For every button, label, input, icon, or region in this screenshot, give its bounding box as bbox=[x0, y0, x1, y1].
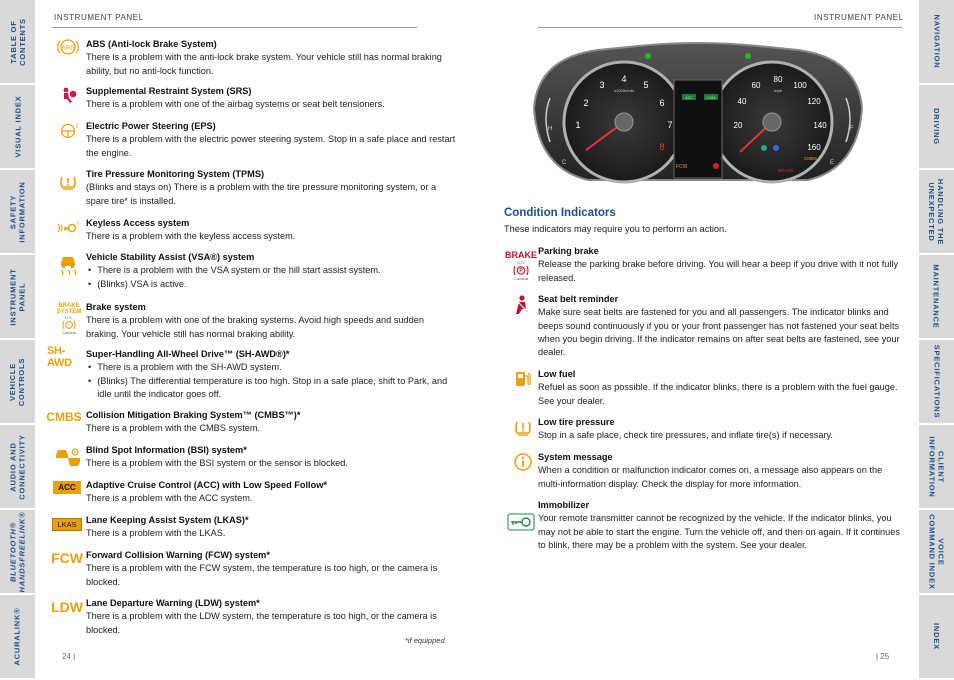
item-text: There is a problem with the CMBS system. bbox=[86, 423, 261, 434]
item-ldw bbox=[86, 597, 456, 637]
item-title: Seat belt reminder bbox=[538, 294, 619, 304]
item-text: There is a problem with the anti-lock brake system. Your vehicle still has normal braking ability, but no anti-lock function. bbox=[86, 52, 442, 76]
cmbs-icon: CMBS bbox=[46, 410, 82, 424]
tab-label: INSTRUMENT PANEL bbox=[8, 267, 27, 326]
item-text: Stop in a safe place, check tire pressures, and inflate tire(s) if necessary. bbox=[538, 430, 833, 441]
tab-safety-information[interactable] bbox=[0, 170, 35, 255]
cluster-fcw-label: FCW bbox=[676, 164, 688, 170]
item-immobilizer bbox=[538, 499, 904, 552]
item-text: Make sure seat belts are fastened for you and all passengers. The indicator blinks and beeps sound continuously if you or your front passenger has not fastened your seat belts when you begin driving. If the indicator remains on after seat belts are fastened, see your dealer. bbox=[538, 307, 900, 358]
cluster-brake-label: BRAKE bbox=[778, 168, 794, 173]
item-title: Lane Keeping Assist System (LKAS)* bbox=[86, 515, 249, 525]
item-brake-system bbox=[86, 301, 456, 341]
page-number-left: 24 | bbox=[62, 652, 76, 661]
item-fcw bbox=[86, 549, 456, 589]
parking-brake-us-label: U.S. bbox=[517, 259, 525, 265]
item-title: Vehicle Stability Assist (VSA®) system bbox=[86, 252, 255, 262]
tach-num: 8 bbox=[659, 142, 665, 152]
parking-brake-icon bbox=[506, 245, 536, 285]
tab-navigation[interactable] bbox=[919, 0, 954, 85]
brake-system-text: BRAKE SYSTEM bbox=[56, 303, 82, 315]
acc-icon: ACC bbox=[53, 481, 81, 494]
item-low-fuel bbox=[538, 368, 904, 408]
item-title: Collision Mitigation Braking System™ (CMBS™)* bbox=[86, 410, 301, 420]
item-low-tire-pressure bbox=[538, 416, 904, 443]
item-text: There is a problem with the LKAS. bbox=[86, 528, 226, 539]
cluster-cmbs-label: CMBS bbox=[804, 156, 818, 161]
ldw-icon: LDW bbox=[51, 599, 83, 615]
speed-num: 160 bbox=[807, 143, 821, 152]
footnote: *if equipped bbox=[405, 636, 445, 645]
item-acc bbox=[86, 479, 456, 506]
tab-label: AUDIO AND CONNECTIVITY bbox=[8, 433, 27, 500]
tpms-tire-icon bbox=[57, 172, 79, 192]
right-nav-tabs bbox=[919, 0, 954, 680]
srs-airbag-icon bbox=[57, 86, 79, 106]
item-text: There is a problem with the electric power steering system. Stop in a safe place and restart the engine. bbox=[86, 134, 456, 158]
item-text: Release the parking brake before driving. You will hear a beep if you drive with it not fully released. bbox=[538, 259, 899, 283]
item-title: System message bbox=[538, 452, 613, 462]
cluster-red-lamp bbox=[713, 163, 719, 169]
item-title: Blind Spot Information (BSI) system* bbox=[86, 445, 247, 455]
item-text: There is a problem with the keyless access system. bbox=[86, 231, 296, 242]
abs-icon bbox=[56, 38, 80, 56]
item-title: Lane Departure Warning (LDW) system* bbox=[86, 598, 260, 608]
tab-label: TABLE OF CONTENTS bbox=[8, 17, 27, 66]
bullet-item: • There is a problem with the SH-AWD system. bbox=[86, 361, 456, 374]
abs-icon-text: ABS bbox=[61, 44, 75, 52]
seat-belt-icon bbox=[510, 294, 532, 316]
instrument-cluster-illustration bbox=[528, 38, 868, 190]
eps-steering-icon bbox=[57, 122, 79, 140]
item-eps bbox=[86, 120, 456, 160]
item-text: Your remote transmitter cannot be recognized by the vehicle. If the indicator blinks, you may not be able to start the engine. Turn the vehicle off, and then on again. If it continues to blink, there may be a problem with the system. See your dealer. bbox=[538, 513, 900, 550]
svg-text:!: ! bbox=[76, 124, 78, 130]
tab-maintenance[interactable] bbox=[919, 255, 954, 340]
tach-num: 2 bbox=[583, 98, 589, 108]
speed-num: 100 bbox=[793, 81, 807, 90]
svg-text:!: ! bbox=[68, 322, 70, 328]
item-text: (Blinks and stays on) There is a problem with the tire pressure monitoring system, or a spare tire* is installed. bbox=[86, 182, 437, 206]
brake-system-icon bbox=[54, 302, 84, 336]
tab-label: DRIVING bbox=[932, 108, 942, 145]
item-keyless-access bbox=[86, 217, 456, 244]
tab-acuralink[interactable] bbox=[0, 595, 35, 680]
svg-text:!: ! bbox=[77, 222, 79, 228]
svg-text:!: ! bbox=[74, 450, 76, 455]
item-title: Brake system bbox=[86, 302, 146, 312]
tab-label: SAFETY INFORMATION bbox=[8, 180, 27, 243]
keyless-access-icon bbox=[56, 219, 80, 237]
temp-c: C bbox=[562, 160, 567, 166]
item-title: Tire Pressure Monitoring System (TPMS) bbox=[86, 169, 265, 179]
fuel-f: F bbox=[850, 126, 854, 132]
bullet-item: • (Blinks) VSA is active. bbox=[86, 278, 456, 291]
item-title: Keyless Access system bbox=[86, 218, 190, 228]
bullet-text: (Blinks) The differential temperature is too high. Stop in a safe place, shift to Park, and idle until the indicator goes off. bbox=[97, 375, 448, 399]
tab-table-of-contents[interactable] bbox=[0, 0, 35, 85]
header-left: INSTRUMENT PANEL bbox=[54, 13, 144, 22]
item-text: There is a problem with one of the airbag systems or seat belt tensioners. bbox=[86, 99, 385, 110]
speed-num: 140 bbox=[813, 121, 827, 130]
bullet-text: (Blinks) VSA is active. bbox=[97, 278, 187, 289]
item-title: Low tire pressure bbox=[538, 417, 615, 427]
tach-num: 5 bbox=[643, 80, 649, 90]
item-text: There is a problem with the ACC system. bbox=[86, 493, 253, 504]
temp-h: H bbox=[548, 126, 553, 132]
item-text: There is a problem with the BSI system or the sensor is blocked. bbox=[86, 458, 348, 469]
speed-num: 80 bbox=[773, 75, 783, 84]
item-vsa bbox=[86, 251, 456, 291]
cluster-blue-lamp bbox=[773, 145, 779, 151]
tab-specifications[interactable] bbox=[919, 340, 954, 425]
tab-audio-connectivity[interactable] bbox=[0, 425, 35, 510]
tab-client-information[interactable] bbox=[919, 425, 954, 510]
item-seat-belt bbox=[538, 293, 904, 359]
bullet-item: • (Blinks) The differential temperature is too high. Stop in a safe place, shift to Park, and idle until the indicator goes off. bbox=[86, 375, 456, 402]
tab-label: INDEX bbox=[931, 623, 941, 650]
item-abs bbox=[86, 38, 456, 78]
tab-vehicle-controls[interactable] bbox=[0, 340, 35, 425]
cluster-acc-label: ACC bbox=[685, 96, 693, 100]
svg-text:P: P bbox=[519, 267, 523, 274]
item-tpms bbox=[86, 168, 456, 208]
tach-num: 7 bbox=[667, 120, 673, 130]
header-rule-right bbox=[538, 27, 902, 28]
tab-instrument-panel[interactable] bbox=[0, 255, 35, 340]
bullet-text: There is a problem with the VSA system or the hill start assist system. bbox=[97, 265, 381, 276]
vsa-skid-icon bbox=[56, 254, 80, 276]
tab-bluetooth-handsfreelink[interactable] bbox=[0, 510, 35, 595]
fuel-e: E bbox=[830, 160, 835, 166]
item-text: Refuel as soon as possible. If the indicator blinks, there is a problem with the fuel gauge. See your dealer. bbox=[538, 382, 898, 406]
header-rule-left bbox=[52, 27, 417, 28]
header-right: INSTRUMENT PANEL bbox=[814, 13, 904, 22]
tab-label: VISUAL INDEX bbox=[13, 95, 23, 158]
speed-num: 20 bbox=[733, 121, 743, 130]
speed-unit: mph bbox=[774, 88, 782, 93]
cluster-lkas-label: LKAS bbox=[706, 96, 716, 100]
bullet-item: • There is a problem with the VSA system or the hill start assist system. bbox=[86, 264, 456, 277]
brake-system-canada-label: Canada bbox=[61, 330, 76, 335]
item-title: Immobilizer bbox=[538, 500, 590, 510]
item-bsi bbox=[86, 444, 456, 471]
item-text: There is a problem with the LDW system, the temperature is too high, or the camera is blocked. bbox=[86, 611, 437, 635]
immobilizer-icon bbox=[506, 512, 536, 532]
cluster-green-lamp bbox=[761, 145, 767, 151]
page-number-right: | 25 bbox=[876, 652, 890, 661]
bsi-blind-spot-icon bbox=[55, 446, 81, 470]
tab-index[interactable] bbox=[919, 595, 954, 680]
tach-unit: x1000r/min bbox=[614, 88, 634, 93]
tab-label: ACURALINK® bbox=[13, 607, 23, 666]
item-title: Super-Handling All-Wheel Drive™ (SH-AWD®)* bbox=[86, 349, 290, 359]
section-title: Condition Indicators bbox=[504, 207, 616, 219]
tab-label: VOICE COMMAND INDEX bbox=[927, 513, 946, 590]
section-intro: These indicators may require you to perform an action. bbox=[504, 224, 727, 234]
sh-awd-icon: SH-AWD bbox=[47, 345, 72, 369]
lkas-icon: LKAS bbox=[52, 518, 82, 531]
item-title: Electric Power Steering (EPS) bbox=[86, 121, 216, 131]
cluster-turn-signal-lamp bbox=[645, 53, 651, 59]
left-nav-tabs bbox=[0, 0, 35, 680]
tach-num: 6 bbox=[659, 98, 665, 108]
item-text: There is a problem with one of the braking systems. Avoid high speeds and sudden braking. Your vehicle still has normal braking ability. bbox=[86, 315, 424, 339]
tab-visual-index[interactable] bbox=[0, 85, 35, 170]
low-tire-pressure-icon bbox=[512, 417, 534, 439]
tach-num: 4 bbox=[621, 74, 627, 84]
parking-brake-text: BRAKE bbox=[505, 249, 538, 260]
tab-label: CLIENT INFORMATION bbox=[927, 435, 946, 498]
tab-handling-unexpected[interactable] bbox=[919, 170, 954, 255]
tab-driving[interactable] bbox=[919, 85, 954, 170]
bullet-text: There is a problem with the SH-AWD system. bbox=[97, 362, 282, 373]
tab-label: VEHICLE CONTROLS bbox=[8, 357, 27, 406]
brake-system-us-label: U.S. bbox=[65, 315, 73, 320]
parking-brake-canada-label: Canada bbox=[513, 275, 528, 281]
item-srs bbox=[86, 85, 456, 112]
item-parking-brake bbox=[538, 245, 904, 285]
item-title: Parking brake bbox=[538, 246, 599, 256]
item-text: There is a problem with the FCW system, the temperature is too high, or the camera is blocked. bbox=[86, 563, 438, 587]
tab-voice-command-index[interactable] bbox=[919, 510, 954, 595]
tab-label: NAVIGATION bbox=[932, 14, 942, 69]
item-title: Forward Collision Warning (FCW) system* bbox=[86, 550, 270, 560]
item-system-message bbox=[538, 451, 904, 491]
system-message-icon bbox=[512, 451, 534, 473]
tab-label: BLUETOOTH® HANDSFREELINK® bbox=[8, 511, 27, 592]
tach-num: 3 bbox=[599, 80, 605, 90]
item-text: When a condition or malfunction indicator comes on, a message also appears on the multi-information display. Check the display for more information. bbox=[538, 465, 883, 489]
speed-num: 120 bbox=[807, 97, 821, 106]
item-lkas bbox=[86, 514, 456, 541]
item-sh-awd bbox=[86, 348, 456, 401]
item-title: Adaptive Cruise Control (ACC) with Low Speed Follow* bbox=[86, 480, 327, 490]
tab-label: SPECIFICATIONS bbox=[932, 344, 942, 419]
item-title: Low fuel bbox=[538, 369, 576, 379]
speed-num: 60 bbox=[751, 81, 761, 90]
item-cmbs bbox=[86, 409, 456, 436]
speed-num: 40 bbox=[737, 97, 747, 106]
item-title: Supplemental Restraint System (SRS) bbox=[86, 86, 252, 96]
item-title: ABS (Anti-lock Brake System) bbox=[86, 39, 217, 49]
tach-num: 1 bbox=[575, 120, 581, 130]
tab-label: MAINTENANCE bbox=[932, 264, 941, 329]
fcw-icon: FCW bbox=[51, 550, 83, 566]
tab-label: HANDLING THE UNEXPECTED bbox=[927, 178, 946, 245]
low-fuel-icon bbox=[512, 368, 534, 390]
cluster-turn-signal-lamp bbox=[745, 53, 751, 59]
